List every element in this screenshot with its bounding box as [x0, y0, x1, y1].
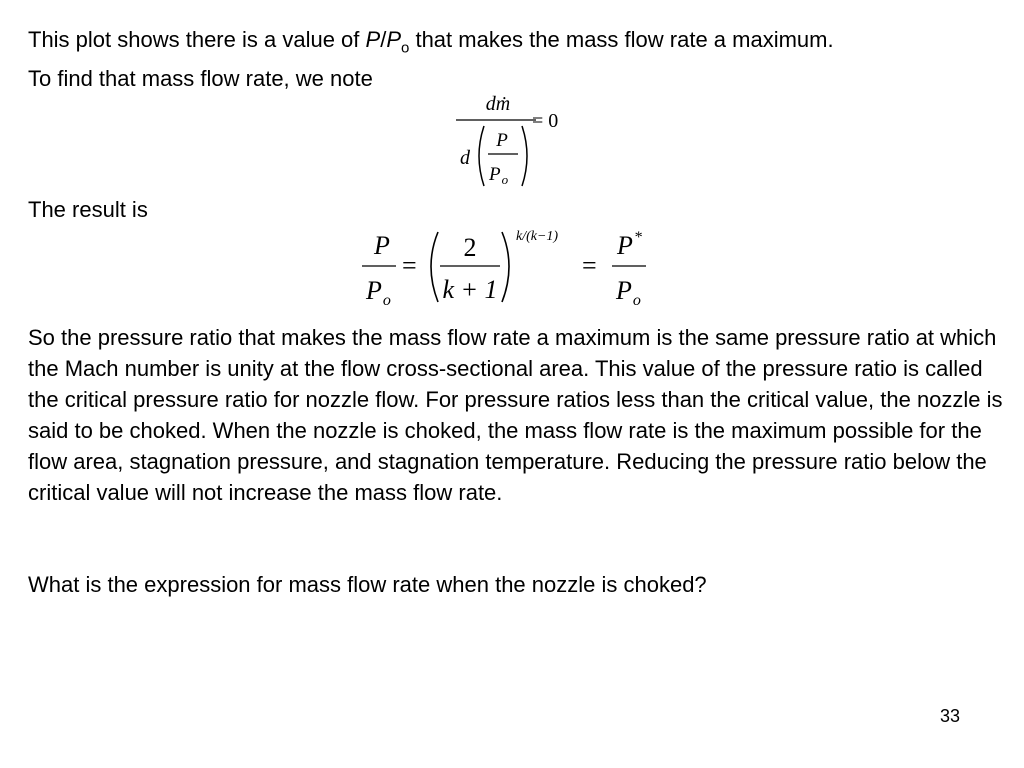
eq2-frac-denominator: k + 1 — [442, 275, 498, 304]
eq2-rhs-numerator: P* — [617, 229, 642, 260]
eq2-lhs-numerator: P — [374, 231, 390, 260]
eq2-right-paren — [502, 232, 509, 302]
question-text: What is the expression for mass flow rate when the nozzle is choked? — [28, 572, 707, 597]
eq1-inner-po: $P_o$ — [489, 164, 509, 187]
derivative-equation — [452, 88, 582, 194]
intro-var-p: P — [365, 27, 381, 52]
eq1-numerator: dṁ — [485, 93, 511, 115]
eq2-lhs-denominator: $P_o$ — [366, 276, 391, 309]
eq1-inner-p: P — [496, 130, 508, 151]
intro-line2: To find that mass flow rate, we note — [28, 66, 373, 92]
result-label: The result is — [28, 197, 148, 222]
intro-var-po: P — [386, 27, 401, 52]
pressure-ratio-equation — [360, 224, 660, 310]
page-number: 33 — [940, 706, 961, 726]
eq2-equals-1: = — [402, 251, 417, 280]
eq2-exponent: k/(k−1) — [516, 229, 559, 244]
explanation-paragraph: So the pressure ratio that makes the mass flow rate a maximum is the same pressure ratio at which the Mach number is unity at the flow cross-sectional area. This value of the pressure ratio is called the critical pressure ratio for nozzle flow. For pressure ratios less than the critical value, the nozzle is said to be choked. When the nozzle is choked, the mass flow rate is the maximum possible for the flow area, stagnation pressure, and stagnation temperature. Reducing the pressure ratio below the critical value will not increase the mass flow rate. — [28, 325, 1003, 505]
eq1-right-paren — [522, 126, 527, 186]
eq2-equals-2: = — [582, 251, 597, 280]
eq2-left-paren — [431, 232, 438, 302]
intro-text — [28, 24, 1008, 94]
eq2-frac-numerator: 2 — [463, 233, 477, 262]
eq2-rhs-denominator: $P_o$ — [616, 276, 641, 309]
eq1-d: d — [460, 147, 470, 169]
intro-lead: This plot shows there is a value of — [28, 27, 366, 52]
intro-tail: that makes the mass flow rate a maximum. — [409, 27, 834, 52]
eq1-left-paren — [479, 126, 484, 186]
intro-sub-o: o — [401, 39, 410, 57]
intro-slash: / — [380, 27, 387, 52]
eq1-rhs: = 0 — [532, 110, 559, 132]
